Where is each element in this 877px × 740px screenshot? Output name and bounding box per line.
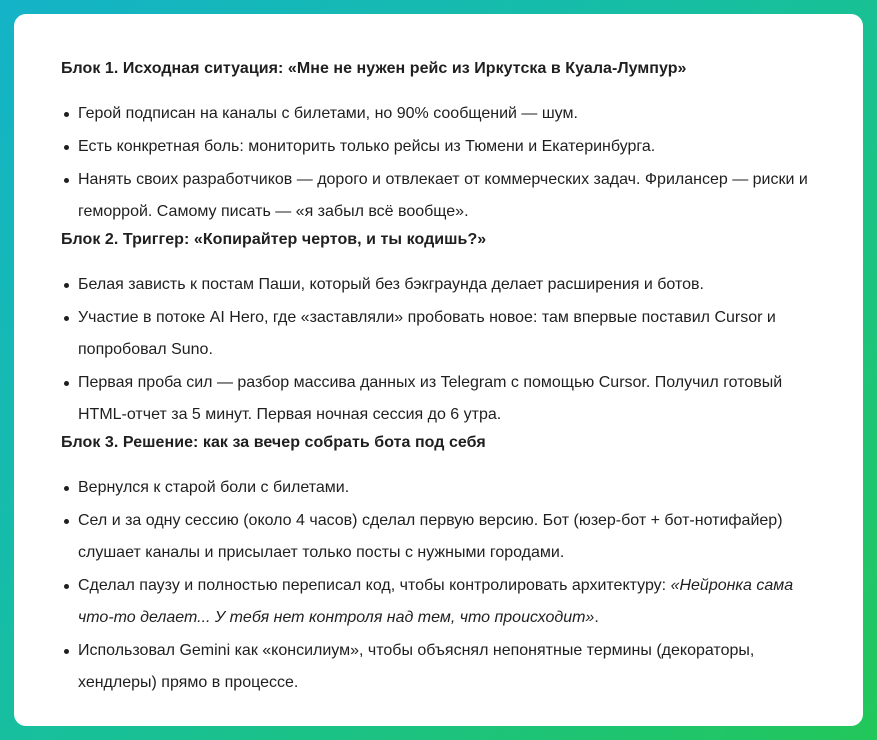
list-item xyxy=(61,131,823,163)
bullet-icon xyxy=(64,381,69,386)
bullet-icon xyxy=(64,649,69,654)
list-item-text: Герой подписан на каналы с билетами, но 90% сообщений — шум. xyxy=(78,105,578,122)
list-item-text: Есть конкретная боль: мониторить только рейсы из Тюмени и Екатеринбурга. xyxy=(78,138,656,155)
block-1-list xyxy=(61,98,823,228)
block-2-list xyxy=(61,269,823,431)
bullet-icon xyxy=(64,283,69,288)
list-item-text: Использовал Gemini как «консилиум», чтобы объяснял непонятные термины (декораторы, хендлеры) прямо в процессе. xyxy=(78,642,755,691)
list-item xyxy=(61,570,823,634)
block-2-title: Блок 2. Триггер: «Копирайтер чертов, и ты кодишь?» xyxy=(61,231,487,248)
list-item-text-tail: . xyxy=(594,609,599,626)
block-1-title: Блок 1. Исходная ситуация: «Мне не нужен рейс из Иркутска в Куала-Лумпур» xyxy=(61,60,687,77)
list-item-text: Нанять своих разработчиков — дорого и отвлекает от коммерческих задач. Фрилансер — риски и геморрой. Самому писать — «я забыл всё вообще». xyxy=(78,171,808,220)
list-item xyxy=(61,505,823,569)
bullet-icon xyxy=(64,178,69,183)
list-item xyxy=(61,635,823,699)
list-item-text: Сделал паузу и полностью переписал код, чтобы контролировать архитектуру: xyxy=(78,577,671,594)
list-item-text: Сел и за одну сессию (около 4 часов) сделал первую версию. Бот (юзер-бот + бот-нотифайер) слушает каналы и присылает только посты с нужными городами. xyxy=(78,512,783,561)
list-item xyxy=(61,367,823,431)
list-item-text: Вернулся к старой боли с билетами. xyxy=(78,479,350,496)
bullet-icon xyxy=(64,486,69,491)
list-item-text: Первая проба сил — разбор массива данных из Telegram с помощью Cursor. Получил готовый HTML-отчет за 5 минут. Первая ночная сессия до 6 утра. xyxy=(78,374,783,423)
list-item xyxy=(61,164,823,228)
bullet-icon xyxy=(64,519,69,524)
list-item xyxy=(61,472,823,504)
block-3-list xyxy=(61,472,823,699)
block-3-title: Блок 3. Решение: как за вечер собрать бота под себя xyxy=(61,434,486,451)
list-item xyxy=(61,98,823,130)
list-item xyxy=(61,269,823,301)
list-item-text: Белая зависть к постам Паши, который без бэкграунда делает расширения и ботов. xyxy=(78,276,704,293)
bullet-icon xyxy=(64,316,69,321)
bullet-icon xyxy=(64,145,69,150)
list-item-text: Участие в потоке AI Hero, где «заставляли» пробовать новое: там впервые поставил Cursor и попробовал Suno. xyxy=(78,309,776,358)
list-item xyxy=(61,302,823,366)
bullet-icon xyxy=(64,112,69,117)
italic-quote: «Нейронка сама что-то делает... У тебя нет контроля над тем, что происходит» xyxy=(78,577,794,626)
bullet-icon xyxy=(64,584,69,589)
content-card xyxy=(14,14,863,726)
